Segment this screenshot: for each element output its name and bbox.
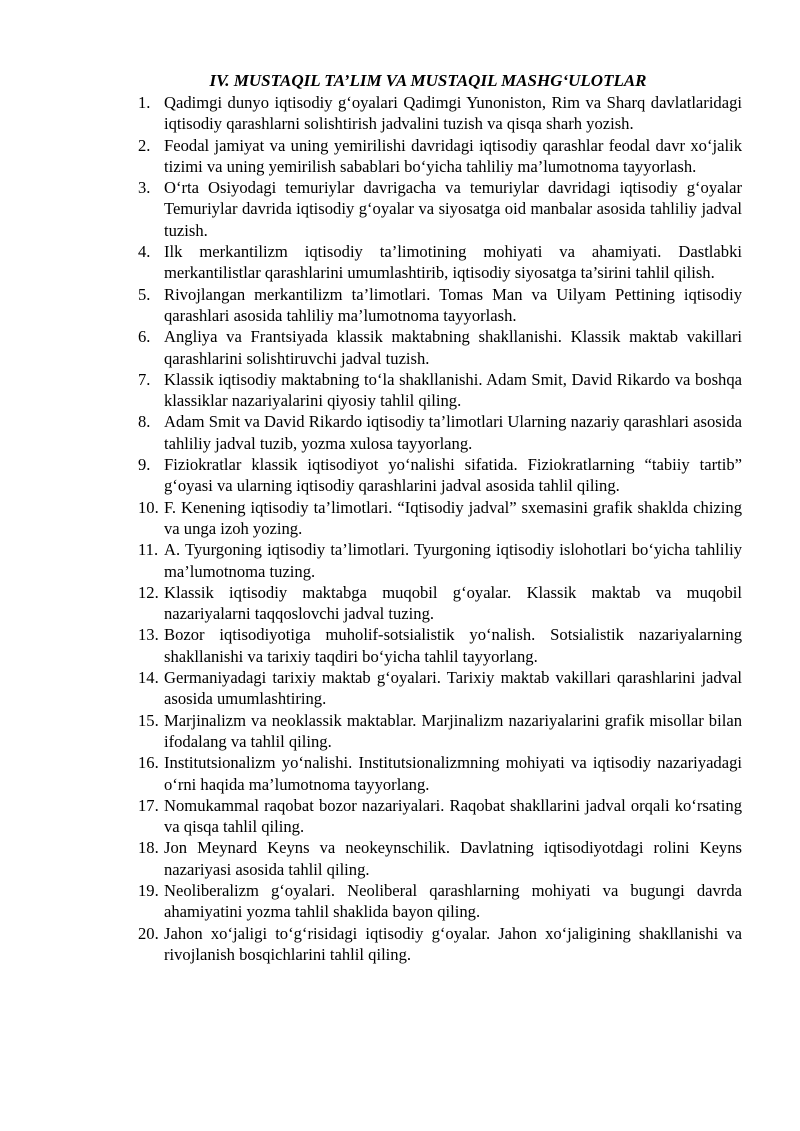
list-item-number: 1. bbox=[138, 93, 151, 112]
list-item-number: 9. bbox=[138, 455, 151, 475]
list-item bbox=[138, 369, 742, 412]
list-item-text: Rivojlangan merkantilizm ta’limotlari. Tomas Man va Uilyam Pettining iqtisodiy qarashlari asosida tahliliy ma’lumotnoma tayyorlash. bbox=[164, 284, 742, 325]
list-item-number: 20. bbox=[138, 923, 159, 943]
list-item bbox=[138, 837, 742, 880]
list-item-number: 16. bbox=[138, 753, 159, 773]
list-item bbox=[138, 177, 742, 241]
list-item-text: Jahon xo‘jaligi to‘g‘risidagi iqtisodiy g‘oyalar. Jahon xo‘jaligining shakllanishi va rivojlanish bosqichlarini tahlil qiling. bbox=[164, 923, 742, 964]
list-item-text: Feodal jamiyat va uning yemirilishi davridagi iqtisodiy qarashlar feodal davr xo‘jalik tizimi va uning yemirilish sabablari bo‘yicha tahliliy ma’lumotnoma tayyorlash. bbox=[164, 135, 742, 176]
list-item-number: 18. bbox=[138, 838, 159, 858]
list-item-number: 15. bbox=[138, 710, 159, 730]
list-item-text: Klassik iqtisodiy maktabga muqobil g‘oyalar. Klassik maktab va muqobil nazariyalarni taqqoslovchi jadval tuzing. bbox=[164, 582, 742, 624]
list-item-text: Angliya va Frantsiyada klassik maktabning shakllanishi. Klassik maktab vakillari qarashlarini solishtiruvchi jadval tuzish. bbox=[164, 327, 742, 368]
list-item-text: Institutsionalizm yo‘nalishi. Institutsionalizmning mohiyati va iqtisodiy nazariyadagi o‘rni haqida ma’lumotnoma tayyorlang. bbox=[164, 753, 742, 794]
list-item-text: Nomukammal raqobat bozor nazariyalari. Raqobat shakllarini jadval orqali ko‘rsating va qisqa tahlil qiling. bbox=[164, 795, 742, 837]
list-item-number: 12. bbox=[138, 582, 159, 602]
list-item-number: 6. bbox=[138, 327, 151, 347]
list-item bbox=[138, 923, 742, 966]
list-item-text: Klassik iqtisodiy maktabning to‘la shakllanishi. Adam Smit, David Rikardo va boshqa klassiklar nazariyalarini qiyosiy tahlil qiling. bbox=[164, 369, 742, 411]
list-item bbox=[138, 539, 742, 582]
list-item bbox=[138, 454, 742, 497]
list-item bbox=[138, 880, 742, 923]
task-list bbox=[138, 92, 742, 965]
list-item bbox=[138, 667, 742, 710]
list-item-number: 5. bbox=[138, 284, 151, 304]
list-item-text: Adam Smit va David Rikardo iqtisodiy ta’limotlari Ularning nazariy qarashlari asosida tahliliy jadval tuzib, yozma xulosa tayyorlang. bbox=[164, 412, 742, 453]
list-item-number: 8. bbox=[138, 412, 151, 432]
list-item-text: Marjinalizm va neoklassik maktablar. Marjinalizm nazariyalarini grafik misollar bilan ifodalang va tahlil qiling. bbox=[164, 710, 742, 751]
list-item-number: 17. bbox=[138, 795, 159, 815]
list-item bbox=[138, 135, 742, 178]
list-item-text: Fiziokratlar klassik iqtisodiyot yo‘nalishi sifatida. Fiziokratlarning “tabiiy tartib” g‘oyasi va ularning iqtisodiy qarashlarini jadval asosida tahlil qiling. bbox=[164, 455, 742, 496]
list-item bbox=[138, 795, 742, 838]
list-item bbox=[138, 582, 742, 625]
list-item bbox=[138, 326, 742, 369]
list-item-number: 19. bbox=[138, 880, 159, 900]
list-item-text: Neoliberalizm g‘oyalari. Neoliberal qarashlarning mohiyati va bugungi davrda ahamiyatini yozma tahlil shaklida bayon qiling. bbox=[164, 880, 742, 922]
list-item-number: 2. bbox=[138, 135, 151, 155]
list-item bbox=[138, 752, 742, 795]
list-item-number: 13. bbox=[138, 625, 159, 645]
list-item bbox=[138, 710, 742, 753]
list-item-number: 14. bbox=[138, 668, 159, 688]
list-item-number: 10. bbox=[138, 497, 159, 517]
list-item-number: 7. bbox=[138, 369, 151, 389]
list-item bbox=[138, 284, 742, 327]
list-item-text: F. Kenening iqtisodiy ta’limotlari. “Iqtisodiy jadval” sxemasini grafik shaklda chizing va unga izoh yozing. bbox=[164, 497, 742, 538]
list-item-text: Germaniyadagi tarixiy maktab g‘oyalari. Tarixiy maktab vakillari qarashlarini jadval asosida umumlashtiring. bbox=[164, 668, 742, 709]
list-item-text: Qadimgi dunyo iqtisodiy g‘oyalari Qadimgi Yunoniston, Rim va Sharq davlatlaridagi iqtisodiy qarashlarni solishtirish jadvalini tuzish va qisqa sharh yozish. bbox=[164, 93, 742, 134]
list-item-text: Ilk merkantilizm iqtisodiy ta’limotining mohiyati va ahamiyati. Dastlabki merkantilistlar qarashlarini umumlashtirib, iqtisodiy siyosatga ta’sirini tahlil qilish. bbox=[164, 242, 742, 283]
list-item-number: 11. bbox=[138, 540, 159, 560]
list-item bbox=[138, 411, 742, 454]
list-item-number: 3. bbox=[138, 178, 151, 198]
list-item-text: O‘rta Osiyodagi temuriylar davrigacha va temuriylar davridagi iqtisodiy g‘oyalar Temuriylar davrida iqtisodiy g‘oyalar va siyosatga oid manbalar asosida tahliliy jadval tuzish. bbox=[164, 178, 742, 240]
list-item bbox=[138, 497, 742, 540]
list-item bbox=[138, 624, 742, 667]
list-item-number: 4. bbox=[138, 242, 151, 262]
list-item-text: A. Tyurgoning iqtisodiy ta’limotlari. Tyurgoning iqtisodiy islohotlari bo‘yicha tahliliy ma’lumotnoma tuzing. bbox=[164, 540, 742, 581]
section-heading: IV. MUSTAQIL TA’LIM VA MUSTAQIL MASHG‘ULOTLAR bbox=[209, 71, 647, 90]
list-item bbox=[138, 92, 742, 135]
list-item-text: Bozor iqtisodiyotiga muholif-sotsialistik yo‘nalish. Sotsialistik nazariyalarning shakllanishi va tarixiy taqdiri bo‘yicha tahlil tayyorlang. bbox=[164, 625, 742, 666]
list-item-text: Jon Meynard Keyns va neokeynschilik. Davlatning iqtisodiyotdagi rolini Keyns nazariyasi asosida tahlil qiling. bbox=[164, 838, 742, 879]
list-item bbox=[138, 241, 742, 284]
